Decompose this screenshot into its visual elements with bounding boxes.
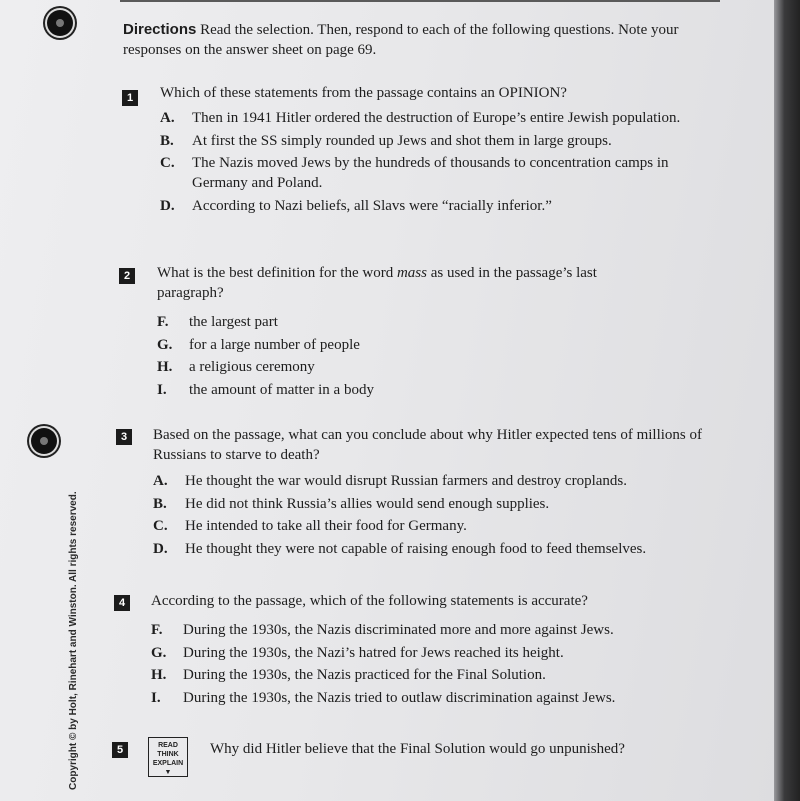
question-1-text: Which of these statements from the passage contains an OPINION?	[160, 85, 567, 101]
option-letter: C.	[153, 518, 168, 534]
read-think-explain-badge	[148, 737, 188, 777]
option-text: During the 1930s, the Nazis practiced for the Final Solution.	[183, 667, 546, 683]
option-4i[interactable]	[151, 688, 731, 708]
question-5-text: Why did Hitler believe that the Final Solution would go unpunished?	[210, 741, 625, 757]
question-4-options	[151, 620, 731, 710]
question-3-options	[153, 471, 733, 561]
option-text: He thought they were not capable of raising enough food to feed themselves.	[185, 540, 647, 557]
option-3c[interactable]	[153, 516, 733, 536]
option-text: the amount of matter in a body	[189, 381, 374, 398]
option-text: At first the SS simply rounded up Jews and shot them in large groups.	[192, 132, 612, 149]
option-letter: F.	[157, 314, 169, 330]
question-2-text-end: as used in the passage’s last paragraph?	[157, 265, 597, 301]
question-number-4: 4	[114, 595, 130, 611]
page-edge-shadow	[774, 0, 800, 801]
question-2-text-start: What is the best definition for the word	[157, 265, 397, 281]
option-letter: D.	[160, 197, 175, 214]
question-4-text: According to the passage, which of the following statements is accurate?	[151, 593, 588, 609]
question-number-1: 1	[122, 90, 138, 106]
question-number-2: 2	[119, 268, 135, 284]
option-letter: B.	[153, 495, 167, 512]
question-2-term: mass	[396, 265, 427, 281]
badge-word: EXPLAIN	[152, 760, 184, 767]
badge-arrow-icon: ▼	[164, 769, 172, 776]
option-letter: C.	[160, 155, 175, 171]
option-text: He intended to take all their food for Germany.	[185, 518, 467, 534]
option-text: According to Nazi beliefs, all Slavs were “racially inferior.”	[192, 197, 552, 214]
question-3-text: Based on the passage, what can you conclude about why Hitler expected tens of millions of Russians to starve to death?	[153, 427, 703, 463]
option-letter: I.	[151, 689, 161, 706]
question-1-options	[160, 108, 710, 218]
option-text: He did not think Russia’s allies would send enough supplies.	[185, 495, 550, 512]
badge-word: READ	[158, 742, 178, 749]
option-3d[interactable]	[153, 539, 733, 559]
option-letter: B.	[160, 132, 174, 149]
option-letter: F.	[151, 622, 163, 638]
option-text: During the 1930s, the Nazi’s hatred for Jews reached its height.	[183, 644, 564, 661]
question-number-5: 5	[112, 742, 128, 758]
badge-word: THINK	[157, 751, 179, 758]
option-1d[interactable]	[160, 196, 710, 216]
option-2g[interactable]	[157, 335, 657, 355]
binder-hole-top	[47, 10, 73, 36]
option-4f[interactable]	[151, 620, 731, 640]
option-1c[interactable]	[160, 153, 710, 193]
option-letter: H.	[151, 667, 167, 683]
option-3a[interactable]	[153, 471, 733, 491]
directions-text: Read the selection. Then, respond to each of the following questions. Note your responses on the answer sheet on page 69.	[123, 22, 679, 58]
option-4h[interactable]	[151, 665, 731, 685]
directions	[123, 20, 683, 60]
option-letter: A.	[153, 473, 168, 489]
option-text: He thought the war would disrupt Russian farmers and destroy croplands.	[185, 473, 627, 489]
option-2i[interactable]	[157, 380, 657, 400]
question-2-text	[157, 263, 657, 303]
question-number-3: 3	[116, 429, 132, 445]
option-letter: G.	[151, 644, 167, 661]
question-2-options	[157, 312, 657, 402]
option-2f[interactable]	[157, 312, 657, 332]
option-letter: I.	[157, 381, 167, 398]
option-2h[interactable]	[157, 357, 657, 377]
option-text: During the 1930s, the Nazis discriminated more and more against Jews.	[183, 622, 614, 638]
binder-hole-middle	[31, 428, 57, 454]
option-3b[interactable]	[153, 494, 733, 514]
option-letter: A.	[160, 110, 175, 126]
option-text: During the 1930s, the Nazis tried to outlaw discrimination against Jews.	[183, 689, 616, 706]
option-letter: H.	[157, 359, 173, 375]
top-rule	[120, 0, 720, 2]
option-letter: D.	[153, 540, 168, 557]
option-1b[interactable]	[160, 131, 710, 151]
option-text: the largest part	[189, 314, 278, 330]
option-letter: G.	[157, 336, 173, 353]
option-text: Then in 1941 Hitler ordered the destruction of Europe’s entire Jewish population.	[192, 110, 681, 126]
copyright-notice: Copyright © by Holt, Rinehart and Winston. All rights reserved.	[68, 491, 79, 790]
option-1a[interactable]	[160, 108, 710, 128]
option-text: for a large number of people	[189, 336, 360, 353]
directions-label: Directions	[123, 21, 197, 38]
option-4g[interactable]	[151, 643, 731, 663]
option-text: The Nazis moved Jews by the hundreds of thousands to concentration camps in Germany and Poland.	[192, 155, 669, 191]
option-text: a religious ceremony	[189, 359, 315, 375]
